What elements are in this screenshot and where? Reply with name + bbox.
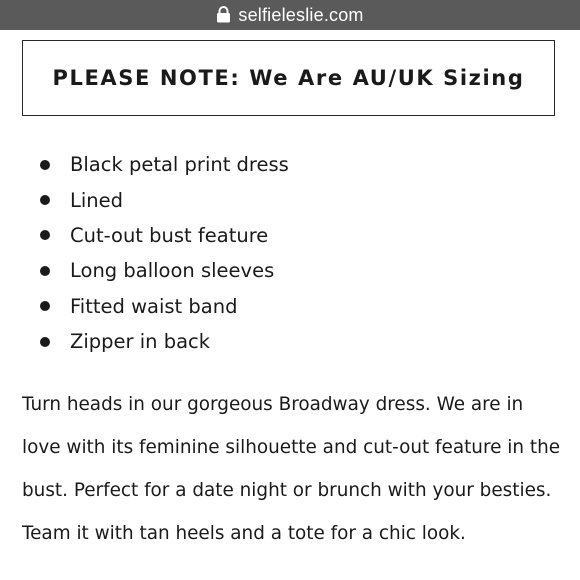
description-line: bust. Perfect for a date night or brunch with your besties. xyxy=(22,480,552,501)
list-item xyxy=(0,253,289,288)
feature-text: Black petal print dress xyxy=(70,153,289,177)
bullet-icon xyxy=(40,160,50,170)
browser-url-bar[interactable] xyxy=(0,0,580,30)
list-item xyxy=(0,182,289,217)
feature-text: Zipper in back xyxy=(70,330,211,354)
url-text: selfieleslie.com xyxy=(238,4,364,25)
bullet-icon xyxy=(40,230,50,240)
feature-text: Long balloon sleeves xyxy=(70,259,275,283)
product-description xyxy=(22,383,567,555)
list-item xyxy=(0,147,289,182)
bullet-icon xyxy=(40,195,50,205)
list-item xyxy=(0,218,289,253)
bullet-icon xyxy=(40,337,50,347)
bullet-icon xyxy=(40,301,50,311)
description-line: Team it with tan heels and a tote for a chic look. xyxy=(22,523,466,544)
description-line: love with its feminine silhouette and cut-out feature in the xyxy=(22,437,561,458)
list-item xyxy=(0,324,289,359)
feature-text: Cut-out bust feature xyxy=(70,223,269,247)
feature-text: Lined xyxy=(70,188,124,212)
description-line: Turn heads in our gorgeous Broadway dress. We are in xyxy=(22,394,524,415)
sizing-notice xyxy=(22,40,555,116)
list-item xyxy=(0,289,289,324)
bullet-icon xyxy=(40,266,50,276)
feature-text: Fitted waist band xyxy=(70,294,238,318)
sizing-notice-text: PLEASE NOTE: We Are AU/UK Sizing xyxy=(52,66,525,90)
lock-icon xyxy=(216,6,231,23)
feature-list xyxy=(0,147,289,359)
